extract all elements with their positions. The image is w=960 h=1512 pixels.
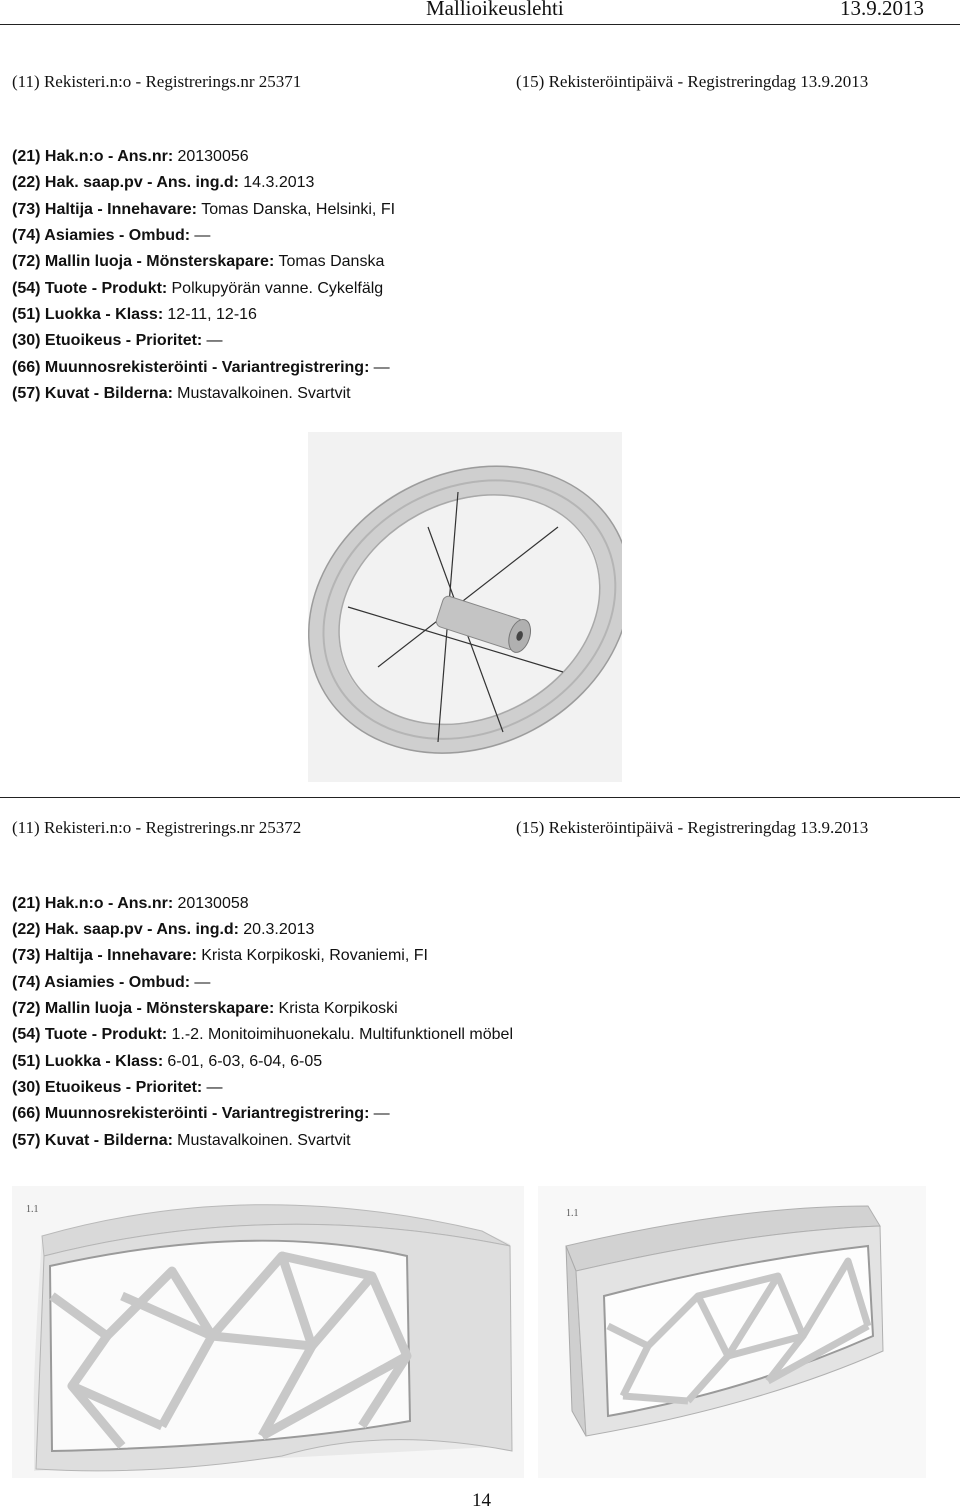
bicycle-rim-drawing xyxy=(308,432,622,782)
entry-separator xyxy=(0,797,960,798)
bicycle-rim-figure xyxy=(308,432,622,782)
field-application-number: (21) Hak.n:o - Ans.nr: 20130056 xyxy=(12,148,249,165)
header-rule xyxy=(0,24,960,25)
field-class: (51) Luokka - Klass: 12-11, 12-16 xyxy=(12,306,257,323)
figure-label: 1.1 xyxy=(566,1208,579,1219)
furniture-figure-1 xyxy=(12,1186,524,1478)
figure-label: 1.1 xyxy=(26,1204,39,1215)
registration-number: (11) Rekisteri.n:o - Registrerings.nr 25371 xyxy=(12,72,302,91)
field-variant-registration: (66) Muunnosrekisteröinti - Variantregistrering: — xyxy=(12,1105,390,1122)
publication-date: 13.9.2013 xyxy=(840,0,924,20)
field-product: (54) Tuote - Produkt: 1.-2. Monitoimihuonekalu. Multifunktionell möbel xyxy=(12,1026,514,1043)
registration-date: (15) Rekisteröintipäivä - Registreringdag 13.9.2013 xyxy=(516,818,869,837)
field-holder: (73) Haltija - Innehavare: Krista Korpikoski, Rovaniemi, FI xyxy=(12,947,428,964)
field-class: (51) Luokka - Klass: 6-01, 6-03, 6-04, 6-05 xyxy=(12,1053,323,1070)
bench-drawing-angled xyxy=(538,1186,926,1478)
publication-title: Mallioikeuslehti xyxy=(426,0,564,20)
field-product: (54) Tuote - Produkt: Polkupyörän vanne. Cykelfälg xyxy=(12,280,384,297)
field-application-number: (21) Hak.n:o - Ans.nr: 20130058 xyxy=(12,895,249,912)
field-variant-registration: (66) Muunnosrekisteröinti - Variantregistrering: — xyxy=(12,359,390,376)
registration-date: (15) Rekisteröintipäivä - Registreringdag 13.9.2013 xyxy=(516,72,869,91)
page-header xyxy=(0,0,960,20)
field-filing-date: (22) Hak. saap.pv - Ans. ing.d: 14.3.2013 xyxy=(12,174,315,191)
page-number: 14 xyxy=(472,1490,491,1511)
bench-drawing-front xyxy=(12,1186,524,1478)
field-holder: (73) Haltija - Innehavare: Tomas Danska, Helsinki, FI xyxy=(12,201,396,218)
field-priority: (30) Etuoikeus - Prioritet: — xyxy=(12,332,223,349)
furniture-figure-2 xyxy=(538,1186,926,1478)
field-images: (57) Kuvat - Bilderna: Mustavalkoinen. Svartvit xyxy=(12,1132,351,1149)
registration-number: (11) Rekisteri.n:o - Registrerings.nr 25372 xyxy=(12,818,302,837)
field-designer: (72) Mallin luoja - Mönsterskapare: Krista Korpikoski xyxy=(12,1000,398,1017)
field-priority: (30) Etuoikeus - Prioritet: — xyxy=(12,1079,223,1096)
field-agent: (74) Asiamies - Ombud: — xyxy=(12,974,211,991)
field-images: (57) Kuvat - Bilderna: Mustavalkoinen. Svartvit xyxy=(12,385,351,402)
field-agent: (74) Asiamies - Ombud: — xyxy=(12,227,211,244)
field-designer: (72) Mallin luoja - Mönsterskapare: Tomas Danska xyxy=(12,253,385,270)
field-filing-date: (22) Hak. saap.pv - Ans. ing.d: 20.3.2013 xyxy=(12,921,315,938)
